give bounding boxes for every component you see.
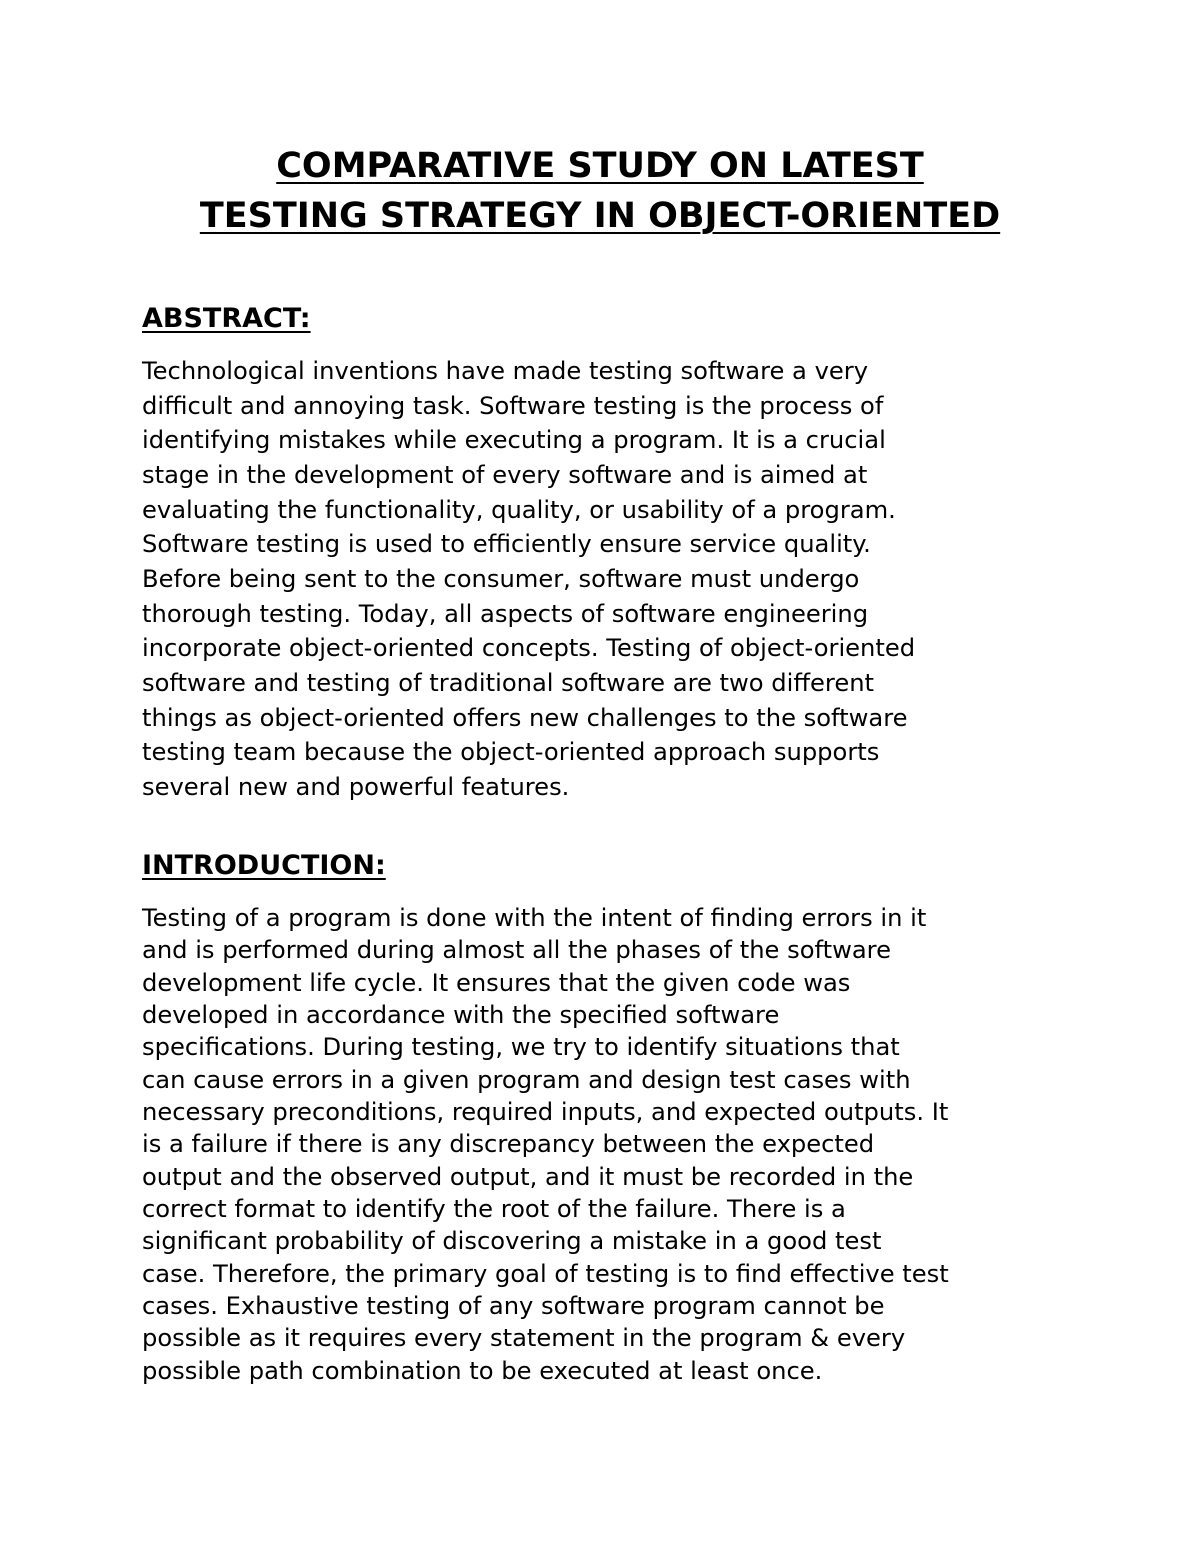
paragraph-line: Testing of a program is done with the intent of finding errors in it — [142, 904, 927, 932]
paragraph-line: can cause errors in a given program and design test cases with — [142, 1065, 911, 1094]
paragraph-line: and is performed during almost all the phases of the software — [142, 936, 891, 965]
abstract-paragraph — [142, 354, 915, 805]
paragraph-line: significant probability of discovering a mistake in a good test — [142, 1227, 882, 1256]
paragraph-line: testing team because the object-oriented approach supports — [142, 738, 880, 767]
paragraph-line: stage in the development of every software and is aimed at — [142, 461, 868, 490]
paragraph-line: development life cycle. It ensures that the given code was — [142, 968, 851, 997]
introduction-heading: INTRODUCTION: — [142, 850, 386, 881]
paragraph-line: Technological inventions have made testing software a very — [142, 357, 869, 385]
introduction-paragraph — [142, 902, 949, 1387]
paragraph-line: several new and powerful features. — [142, 773, 570, 802]
paragraph-line: things as object-oriented offers new challenges to the software — [142, 703, 908, 732]
paragraph-line: developed in accordance with the specified software — [142, 1000, 780, 1029]
paragraph-line: output and the observed output, and it must be recorded in the — [142, 1162, 914, 1191]
paragraph-line: correct format to identify the root of the failure. There is a — [142, 1194, 846, 1223]
paragraph-line: possible path combination to be executed at least once. — [142, 1356, 823, 1385]
paragraph-line: Software testing is used to efficiently ensure service quality. — [142, 530, 871, 559]
document-title-line-1: COMPARATIVE STUDY ON LATEST — [276, 146, 924, 186]
paragraph-line: cases. Exhaustive testing of any software program cannot be — [142, 1291, 885, 1320]
paragraph-line: incorporate object-oriented concepts. Testing of object-oriented — [142, 634, 916, 663]
paragraph-line: is a failure if there is any discrepancy between the expected — [142, 1130, 875, 1159]
paragraph-line: specifications. During testing, we try to identify situations that — [142, 1033, 900, 1062]
paragraph-line: difficult and annoying task. Software testing is the process of — [142, 391, 884, 420]
abstract-heading: ABSTRACT: — [142, 303, 311, 334]
paragraph-line: software and testing of traditional software are two different — [142, 669, 875, 698]
paragraph-line: identifying mistakes while executing a program. It is a crucial — [142, 426, 886, 455]
document-title-line-2: TESTING STRATEGY IN OBJECT-ORIENTED — [199, 196, 1001, 236]
paragraph-line: evaluating the functionality, quality, or usability of a program. — [142, 495, 896, 524]
paragraph-line: thorough testing. Today, all aspects of software engineering — [142, 599, 869, 628]
paragraph-line: case. Therefore, the primary goal of testing is to find effective test — [142, 1259, 949, 1288]
paragraph-line: necessary preconditions, required inputs, and expected outputs. It — [142, 1097, 949, 1126]
paragraph-line: Before being sent to the consumer, software must undergo — [142, 565, 860, 594]
paragraph-line: possible as it requires every statement in the program & every — [142, 1324, 906, 1353]
